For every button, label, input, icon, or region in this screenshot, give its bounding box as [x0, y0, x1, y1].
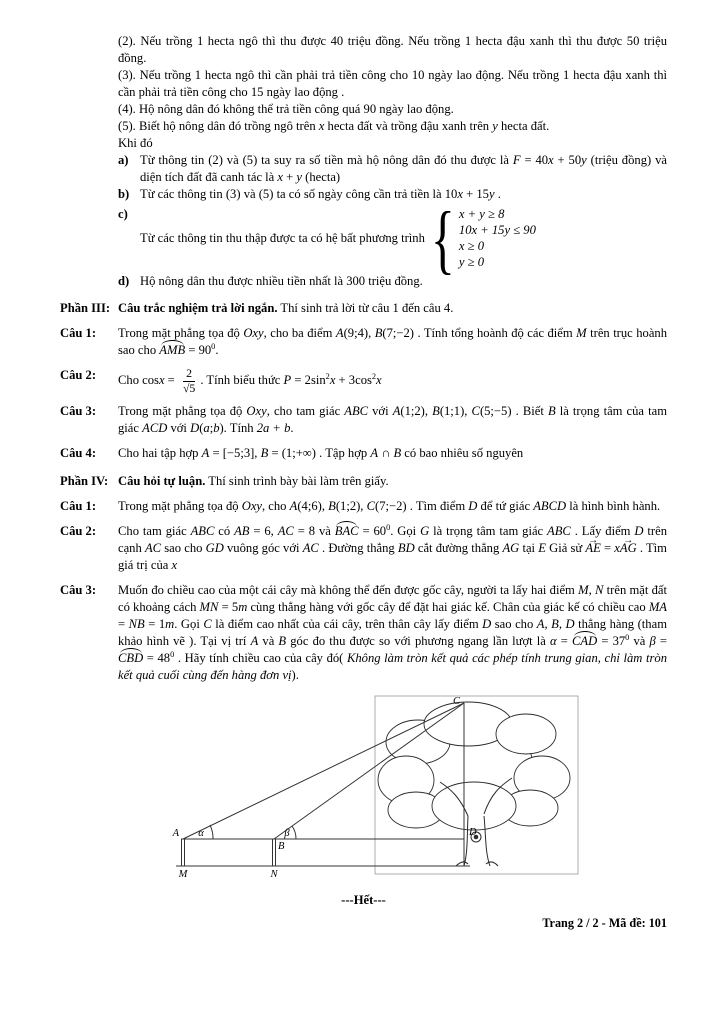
- text-segment: BAC: [334, 524, 359, 539]
- text-segment: C: [471, 404, 480, 419]
- row-body: [118, 300, 667, 317]
- section-4-header: [60, 473, 667, 490]
- text-segment: ACD: [142, 421, 168, 436]
- text-segment: . Tìm giá trị của: [118, 541, 667, 573]
- text-segment: + 3cos: [335, 373, 372, 387]
- text-segment: (3). Nếu trồng 1 hecta ngô thì cần phải trả tiền công cho 10 ngày lao động. Nếu trồng 1 hecta đậu xanh thì cần phải trả tiền công cho 15 ngày lao động .: [118, 68, 667, 99]
- fraction: [181, 367, 197, 395]
- item-5: [118, 118, 667, 135]
- text-segment: = 8 và: [293, 524, 335, 539]
- text-segment: Oxy: [246, 404, 267, 419]
- text-segment: Không làm tròn kết quả các phép tính trung gian, chỉ làm tròn kết quả cuối cùng đến hàng đơn vị: [118, 651, 668, 683]
- text-segment: = 1: [144, 617, 166, 632]
- row-label: Phần IV:: [60, 474, 109, 489]
- text-segment: = 90: [185, 343, 212, 357]
- system-line: 10x + 15y ≤ 90: [458, 223, 536, 237]
- text-segment: là hình bình hành.: [566, 499, 661, 514]
- text-segment: ABC: [190, 524, 215, 539]
- text-segment: y: [492, 119, 498, 133]
- row-body: [118, 445, 667, 462]
- text-segment: . Gọi: [390, 524, 421, 539]
- text-segment: A: [335, 326, 344, 340]
- p4-q2: [60, 523, 667, 574]
- p3-q4: [60, 445, 667, 462]
- text-segment: ABCD: [533, 499, 567, 514]
- text-segment: x: [457, 187, 463, 201]
- text-segment: (7;−2): [375, 499, 407, 514]
- text-segment: AC: [277, 524, 294, 539]
- text-segment: x: [158, 373, 165, 387]
- text-segment: β: [649, 634, 656, 649]
- text-segment: B: [547, 404, 556, 419]
- text-segment: MA: [648, 600, 667, 615]
- text-segment: BD: [397, 541, 415, 556]
- text-segment: = 6,: [249, 524, 278, 539]
- text-segment: = 48: [143, 651, 171, 666]
- text-segment: . Gọi: [174, 617, 204, 632]
- text-segment: (5). Biết hộ nông dân đó trồng ngô trên: [118, 119, 319, 133]
- p3-q2: [60, 367, 667, 395]
- text-segment: ABC: [547, 524, 571, 539]
- row-body: [118, 582, 667, 684]
- text-segment: với: [368, 404, 393, 419]
- measurement-figure: [168, 694, 667, 880]
- text-segment: Trong mặt phẳng tọa độ: [118, 499, 242, 514]
- figure-label-beta: β: [284, 828, 290, 840]
- text-segment: α: [550, 634, 557, 649]
- system-line: y ≥ 0: [458, 255, 485, 269]
- text-segment: x: [171, 558, 178, 573]
- text-segment: sao cho: [161, 541, 206, 556]
- text-segment: sao cho: [491, 617, 537, 632]
- text-segment: =: [655, 634, 667, 649]
- row-body: [118, 473, 667, 490]
- text-segment: thẳng hàng (tham khảo hình vẽ ). Tại vị trí: [118, 617, 667, 649]
- figure-label-m: M: [178, 869, 188, 881]
- row-label: Câu 3:: [60, 583, 97, 598]
- system-line: x ≥ 0: [458, 239, 485, 253]
- text-segment: Cho cos: [118, 373, 159, 387]
- row-body: [140, 152, 667, 186]
- text-segment: . Tập hợp: [315, 446, 371, 461]
- brace-glyph: {: [430, 194, 455, 282]
- text-segment: và: [629, 634, 650, 649]
- text-segment: Oxy: [241, 499, 262, 514]
- text-segment: Thí sinh trình bày bài làm trên giấy.: [205, 474, 389, 489]
- text-segment: Thí sinh trả lời từ câu 1 đến câu 4.: [277, 301, 454, 315]
- text-segment: (9;4),: [343, 326, 375, 340]
- text-segment: . Hãy tính chiều cao của cây đó(: [174, 651, 347, 666]
- text-segment: Giả sử: [545, 541, 586, 556]
- text-segment: A: [250, 634, 259, 649]
- figure-label-a: A: [172, 828, 179, 840]
- text-segment: (4). Hộ nông dân đó không thể trả tiền công quá 90 ngày lao động.: [118, 102, 454, 116]
- text-segment: x: [548, 153, 554, 167]
- text-segment: D: [634, 524, 644, 539]
- text-segment: Câu hỏi tự luận.: [118, 474, 206, 489]
- text-segment: D: [190, 421, 200, 436]
- text-segment: x: [614, 541, 620, 556]
- text-segment: NB: [128, 617, 145, 632]
- text-segment: (: [199, 421, 204, 436]
- khi-do: [118, 135, 667, 152]
- text-segment: (1;2),: [335, 499, 367, 514]
- text-segment: CBD: [118, 651, 144, 666]
- text-segment: A: [201, 446, 210, 461]
- text-segment: AG: [502, 541, 520, 556]
- text-segment: GD: [205, 541, 224, 556]
- row-label: Câu 2:: [60, 368, 97, 382]
- figure-canvas: [168, 694, 580, 880]
- text-segment: C: [366, 499, 376, 514]
- row-body: [118, 325, 667, 359]
- text-segment: y: [296, 170, 303, 184]
- row-label: d): [118, 274, 130, 288]
- text-segment: =: [600, 541, 615, 556]
- text-segment: 0: [211, 341, 216, 351]
- text-segment: = (1;+∞): [268, 446, 316, 461]
- text-segment: 0: [625, 633, 630, 643]
- text-segment: cắt đường thẳng: [414, 541, 503, 556]
- text-segment: góc đo thu được so với phương ngang lần lượt là: [286, 634, 551, 649]
- text-segment: (5;−5): [479, 404, 512, 419]
- text-segment: (triệu đồng) và diện tích đất đã canh tác là: [140, 153, 667, 184]
- text-segment: . Tìm điểm: [406, 499, 469, 514]
- end-marker: ---Hết---: [341, 893, 386, 908]
- text-segment: A: [392, 404, 401, 419]
- text-segment: AMB: [159, 343, 186, 357]
- text-segment: =: [164, 373, 178, 387]
- text-segment: = 40: [520, 153, 549, 167]
- figure-label-d: D: [469, 827, 477, 839]
- text-segment: CAD: [572, 634, 598, 649]
- statement-b: [118, 186, 667, 203]
- text-segment: x: [277, 170, 284, 184]
- text-segment: + 15: [462, 187, 489, 201]
- text-segment: A: [370, 446, 379, 461]
- text-segment: y: [488, 187, 495, 201]
- text-segment: (1;1),: [439, 404, 472, 419]
- text-segment: , cho: [262, 499, 290, 514]
- text-segment: AB: [234, 524, 250, 539]
- text-segment: x: [329, 373, 336, 387]
- text-segment: = 5: [218, 600, 239, 615]
- text-segment: . Tính tổng hoành độ các điểm: [414, 326, 577, 340]
- text-segment: ABC: [344, 404, 369, 419]
- text-segment: hecta đất và trồng đậu xanh trên: [324, 119, 493, 133]
- text-segment: m: [165, 617, 175, 632]
- text-segment: +: [283, 170, 297, 184]
- text-segment: B: [374, 326, 383, 340]
- row-label: b): [118, 187, 130, 201]
- text-segment: AG →: [620, 540, 637, 557]
- text-segment: (1;2),: [400, 404, 433, 419]
- text-segment: . Đường thẳng: [318, 541, 398, 556]
- text-segment: P: [283, 373, 292, 387]
- row-body: [118, 523, 667, 574]
- tree-foliage-icon: [378, 702, 570, 830]
- statement-a: [118, 152, 667, 186]
- fraction-denominator: √5: [182, 380, 196, 395]
- text-segment: + 50: [553, 153, 582, 167]
- text-segment: .: [215, 343, 219, 357]
- text-segment: vuông góc với: [223, 541, 303, 556]
- text-segment: B: [328, 499, 336, 514]
- text-segment: tại: [519, 541, 539, 556]
- text-segment: A, B, D: [536, 617, 575, 632]
- text-segment: A: [289, 499, 298, 514]
- row-label: Câu 1:: [60, 326, 97, 340]
- text-segment: là điểm cao nhất của cái cây, trên thân cây lấy điểm: [211, 617, 483, 632]
- text-segment: để tứ giác: [477, 499, 534, 514]
- text-segment: 2: [371, 371, 377, 381]
- text-segment: trên trục hoành sao cho: [118, 326, 668, 357]
- row-body: [118, 403, 667, 437]
- figure-label-c: C: [452, 696, 460, 708]
- text-segment: có bao nhiêu số nguyên: [401, 446, 524, 461]
- inequality-system: [430, 194, 536, 282]
- text-segment: . Biết: [511, 404, 548, 419]
- row-label: Câu 1:: [60, 499, 97, 514]
- text-segment: có: [214, 524, 235, 539]
- text-segment: hecta đất.: [497, 119, 550, 133]
- figure-label-b: B: [278, 841, 285, 853]
- text-segment: . Lấy điểm: [570, 524, 635, 539]
- text-segment: 0: [386, 523, 391, 533]
- section-3-header: [60, 300, 667, 317]
- text-segment: , cho ba điểm: [263, 326, 336, 340]
- text-segment: và: [258, 634, 279, 649]
- row-label: Câu 2:: [60, 524, 97, 539]
- text-segment: là trọng tâm của tam giác: [118, 404, 667, 436]
- page-footer: Trang 2 / 2 - Mã đề: 101: [542, 916, 667, 931]
- text-segment: m: [238, 600, 248, 615]
- text-segment: MN: [199, 600, 219, 615]
- text-segment: Từ các thông tin thu thập được ta có hệ bất phương trình: [140, 230, 425, 245]
- text-segment: . Tính biểu thức: [200, 373, 284, 387]
- text-segment: B: [260, 446, 269, 461]
- text-segment: với: [167, 421, 191, 436]
- text-segment: trên mặt đất có khoảng cách: [118, 583, 668, 615]
- row-body: [118, 367, 667, 395]
- text-segment: D: [468, 499, 478, 514]
- text-segment: B: [278, 634, 287, 649]
- text-segment: D: [482, 617, 492, 632]
- text-segment: 0: [170, 650, 175, 660]
- text-segment: (hecta): [302, 170, 341, 184]
- text-segment: .: [290, 421, 294, 436]
- p4-q3: [60, 582, 667, 684]
- text-segment: = 2sin: [291, 373, 326, 387]
- row-label: Câu 4:: [60, 446, 97, 461]
- document-body: [60, 33, 667, 684]
- text-segment: Oxy: [243, 326, 264, 340]
- text-segment: Trong mặt phẳng tọa độ: [118, 404, 247, 419]
- text-segment: .: [494, 187, 501, 201]
- text-segment: Cho tam giác: [118, 524, 191, 539]
- text-segment: M, N: [578, 583, 604, 598]
- text-segment: (7;−2): [382, 326, 414, 340]
- text-segment: AE →: [585, 540, 600, 557]
- system-lines: [459, 206, 536, 270]
- text-segment: a: [203, 421, 210, 436]
- text-segment: ). Tính: [219, 421, 257, 436]
- text-segment: =: [118, 617, 129, 632]
- p4-q1: [60, 498, 667, 515]
- text-segment: Muốn đo chiều cao của một cái cây mà không thể đến được gốc cây, người ta lấy hai điểm: [118, 583, 579, 598]
- text-segment: Cho hai tập hợp: [118, 446, 202, 461]
- text-segment: F: [512, 153, 521, 167]
- text-segment: Từ thông tin (2) và (5) ta suy ra số tiền mà hộ nông dân đó thu được là: [140, 153, 513, 167]
- text-segment: , cho tam giác: [266, 404, 345, 419]
- row-body: [118, 498, 667, 515]
- text-segment: Từ các thông tin (3) và (5) ta có số ngày công cần trả tiền là 10: [140, 187, 458, 201]
- figure-label-alpha: α: [198, 828, 204, 840]
- text-segment: y: [581, 153, 587, 167]
- figure-label-n: N: [270, 869, 278, 881]
- text-segment: (4;6),: [297, 499, 329, 514]
- text-segment: = 37: [597, 634, 626, 649]
- row-label: Phần III:: [60, 301, 111, 315]
- row-body: [140, 273, 667, 290]
- text-segment: x: [376, 373, 382, 387]
- statement-d: [118, 273, 667, 290]
- text-segment: Câu trắc nghiệm trả lời ngắn.: [118, 301, 278, 315]
- text-segment: ).: [291, 668, 299, 683]
- text-segment: cùng thẳng hàng với gốc cây để đặt hai giác kế. Chân của giác kế có chiều cao: [247, 600, 649, 615]
- text-segment: E: [538, 541, 546, 556]
- text-segment: = [−5;3],: [209, 446, 261, 461]
- text-segment: G: [420, 524, 430, 539]
- row-label: c): [118, 207, 128, 221]
- text-segment: b: [213, 421, 220, 436]
- text-segment: trên cạnh: [118, 524, 667, 556]
- text-segment: ;: [209, 421, 214, 436]
- item-3: [118, 67, 667, 101]
- text-segment: C: [203, 617, 212, 632]
- row-label: a): [118, 153, 129, 167]
- row-body: [140, 186, 667, 203]
- p3-q1: [60, 325, 667, 359]
- text-segment: B: [432, 404, 440, 419]
- system-line: x + y ≥ 8: [458, 207, 505, 221]
- text-segment: M: [576, 326, 587, 340]
- text-segment: =: [556, 634, 573, 649]
- text-segment: Trong mặt phẳng tọa độ: [118, 326, 244, 340]
- text-segment: là trọng tâm tam giác: [429, 524, 548, 539]
- item-2: [118, 33, 667, 67]
- system-intro: [140, 230, 425, 247]
- text-segment: Hộ nông dân thu được nhiều tiền nhất là 300 triệu đồng.: [140, 274, 423, 288]
- text-segment: AC: [144, 541, 162, 556]
- fraction-numerator: 2: [183, 367, 195, 382]
- text-segment: (2). Nếu trồng 1 hecta ngô thì thu được 40 triệu đồng. Nếu trồng 1 hecta đậu xanh thì thu được 50 triệu đồng.: [118, 34, 667, 65]
- text-segment: ∩: [378, 446, 394, 461]
- text-segment: 2a + b: [256, 421, 291, 436]
- p3-q3: [60, 403, 667, 437]
- item-4: [118, 101, 667, 118]
- text-segment: 2: [325, 371, 330, 381]
- text-segment: = 60: [358, 524, 387, 539]
- text-segment: B: [393, 446, 402, 461]
- text-segment: x: [318, 119, 325, 133]
- text-segment: Khi đó: [118, 136, 153, 150]
- text-segment: AC: [302, 541, 319, 556]
- row-label: Câu 3:: [60, 404, 97, 419]
